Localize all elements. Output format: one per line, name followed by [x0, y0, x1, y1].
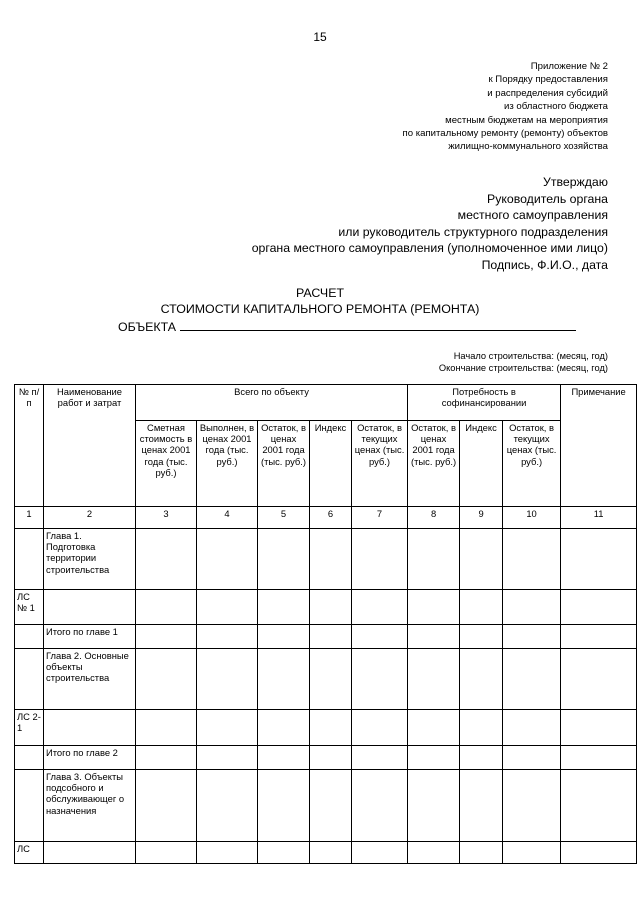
- row-name: [44, 590, 136, 625]
- approval-line: Утверждаю: [543, 175, 608, 189]
- column-number: 5: [258, 507, 310, 529]
- header-remainder-2001: Остаток, в ценах 2001 года (тыс. руб.): [258, 421, 310, 507]
- header-cofin-remainder-2001: Остаток, в ценах 2001 года (тыс. руб.): [408, 421, 460, 507]
- approval-line: органа местного самоуправления (уполномоченное ими лицо): [251, 241, 608, 255]
- column-number: 2: [44, 507, 136, 529]
- approval-line: или руководитель структурного подразделения: [338, 224, 608, 239]
- approval-block: [148, 174, 608, 273]
- header-index: Индекс: [310, 421, 352, 507]
- table-row: [15, 649, 637, 710]
- approval-line: Подпись, Ф.И.О., дата: [481, 257, 608, 272]
- object-field: [118, 318, 588, 334]
- table-row: [15, 590, 637, 625]
- column-number: 1: [15, 507, 44, 529]
- page-number: 15: [313, 30, 327, 44]
- appendix-line: Приложение № 2: [530, 61, 608, 72]
- construction-start: Начало строительства: (месяц, год): [453, 351, 608, 361]
- row-num: ЛС 2-1: [15, 710, 44, 746]
- title-line-2: СТОИМОСТИ КАПИТАЛЬНОГО РЕМОНТА (РЕМОНТА): [160, 301, 480, 316]
- row-num: [15, 625, 44, 649]
- row-num: [15, 746, 44, 770]
- row-num: ЛС № 1: [15, 590, 44, 625]
- appendix-line: жилищно-коммунального хозяйства: [448, 141, 608, 153]
- table-row: [15, 770, 637, 842]
- row-name: Итого по главе 1: [44, 625, 136, 649]
- object-blank-line: [180, 318, 576, 331]
- row-name: Глава 3. Объекты подсобного и обслуживающег о назначения: [44, 770, 136, 842]
- document-title: [0, 286, 640, 317]
- appendix-line: из областного бюджета: [503, 101, 608, 113]
- row-num: [15, 649, 44, 710]
- table-row: [15, 842, 637, 864]
- header-name: Наименование работ и затрат: [44, 385, 136, 507]
- header-num: № п/п: [15, 385, 44, 507]
- title-line-1: РАСЧЕТ: [295, 286, 345, 300]
- appendix-note: [278, 60, 608, 154]
- header-cofinancing: Потребность в софинансировании: [408, 385, 561, 421]
- appendix-line: по капитальному ремонту (ремонту) объектов: [402, 128, 608, 140]
- header-cofin-remainder-current: Остаток, в текущих ценах (тыс. руб.): [503, 421, 561, 507]
- object-label: ОБЪЕКТА: [118, 320, 177, 334]
- row-name: Глава 1. Подготовка территории строительства: [44, 529, 136, 590]
- calculation-table: [14, 384, 637, 864]
- table-row: [15, 710, 637, 746]
- row-num: [15, 529, 44, 590]
- header-remainder-current: Остаток, в текущих ценах (тыс. руб.): [352, 421, 408, 507]
- appendix-line: местным бюджетам на мероприятия: [445, 114, 608, 126]
- appendix-line: к Порядку предоставления: [488, 74, 608, 86]
- table-row: [15, 529, 637, 590]
- row-name: Глава 2. Основные объекты строительства: [44, 649, 136, 710]
- column-number-row: [15, 507, 637, 529]
- header-total: Всего по объекту: [136, 385, 408, 421]
- construction-end: Окончание строительства: (месяц, год): [438, 363, 608, 373]
- column-number: 10: [503, 507, 561, 529]
- column-number: 11: [561, 507, 637, 529]
- row-name: Итого по главе 2: [44, 746, 136, 770]
- column-number: 4: [197, 507, 258, 529]
- construction-dates: [308, 350, 608, 374]
- column-number: 8: [408, 507, 460, 529]
- appendix-line: и распределения субсидий: [487, 87, 608, 99]
- header-estimated-cost: Сметная стоимость в ценах 2001 года (тыс. руб.): [136, 421, 197, 507]
- header-completed: Выполнен, в ценах 2001 года (тыс. руб.): [197, 421, 258, 507]
- row-name: [44, 710, 136, 746]
- row-num: ЛС: [15, 842, 44, 864]
- row-num: [15, 770, 44, 842]
- column-number: 9: [460, 507, 503, 529]
- table-row: [15, 746, 637, 770]
- column-number: 7: [352, 507, 408, 529]
- approval-line: Руководитель органа: [487, 191, 608, 206]
- column-number: 3: [136, 507, 197, 529]
- table-row: [15, 625, 637, 649]
- column-number: 6: [310, 507, 352, 529]
- approval-line: местного самоуправления: [457, 208, 608, 222]
- header-note: Примечание: [561, 385, 637, 507]
- row-name: [44, 842, 136, 864]
- header-cofin-index: Индекс: [460, 421, 503, 507]
